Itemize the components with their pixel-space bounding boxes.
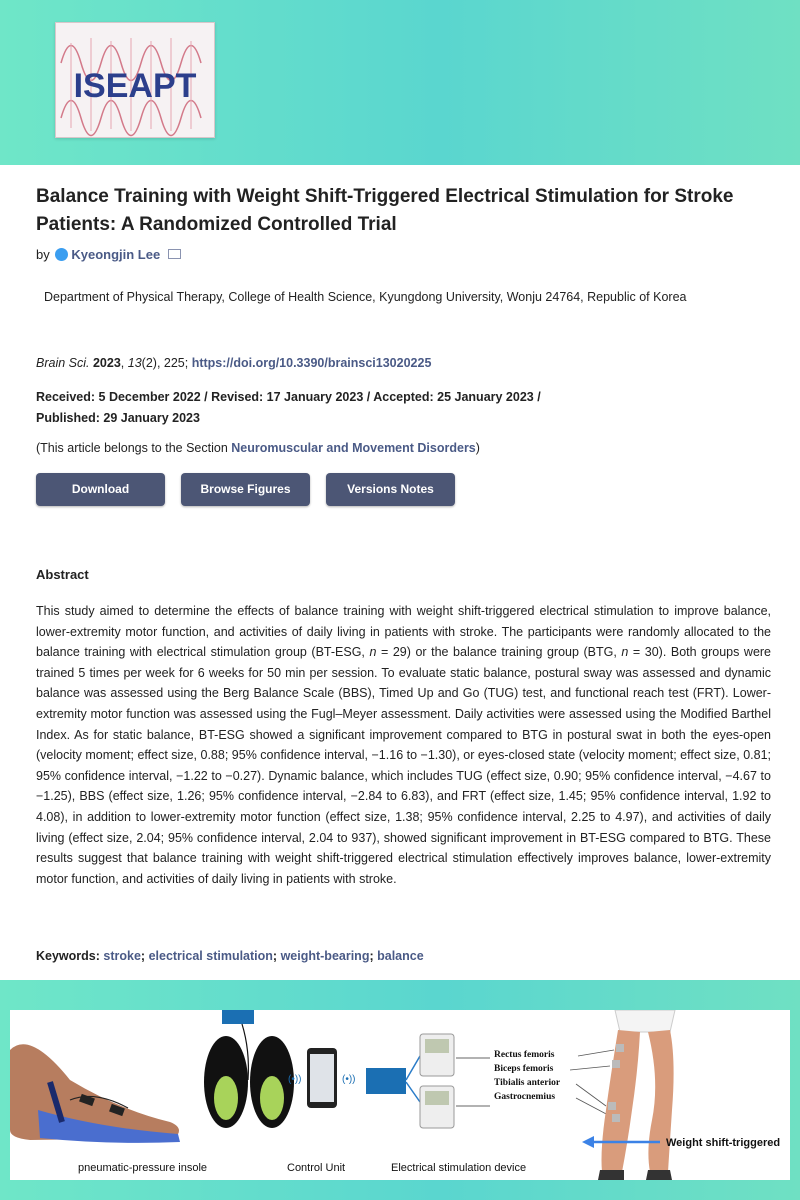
byline — [36, 247, 181, 262]
journal-name: Brain Sci. — [36, 356, 90, 370]
citation-pages: , 225; — [156, 356, 189, 370]
citation-year: 2023 — [92, 356, 121, 370]
publication-dates — [36, 387, 656, 429]
section-suffix: ) — [475, 441, 480, 455]
keyword-link[interactable]: stroke — [103, 949, 141, 963]
doi-link[interactable]: https://doi.org/10.3390/brainsci13020225 — [191, 356, 432, 370]
abstract-heading: Abstract — [36, 567, 89, 582]
muscle-label: Rectus femoris — [494, 1050, 555, 1060]
section-prefix: (This article belongs to the Section — [36, 441, 232, 455]
keyword-link[interactable]: electrical stimulation — [148, 949, 273, 963]
iseapt-logo[interactable] — [55, 22, 215, 138]
citation-issue: (2) — [141, 356, 157, 370]
abstract-text — [36, 601, 771, 889]
affiliation: Department of Physical Therapy, College of Health Science, Kyungdong University, Wonju 24764, Republic of Korea — [44, 290, 687, 304]
weight-shift-label: Weight shift-triggered — [666, 1137, 781, 1149]
citation-volume: 13 — [127, 356, 142, 370]
mail-icon[interactable] — [168, 249, 181, 259]
keyword-link[interactable]: balance — [377, 949, 424, 963]
study-setup-figure — [10, 1010, 790, 1180]
article-title: Balance Training with Weight Shift-Triggered Electrical Stimulation for Stroke Patients: A Randomized Controlled Trial — [36, 186, 734, 235]
abstract-part: = 29) or the balance training group (BTG, — [376, 645, 622, 660]
author-avatar-icon — [55, 248, 68, 261]
author-link[interactable]: Kyeongjin Lee — [71, 247, 161, 262]
section-link[interactable]: Neuromuscular and Movement Disorders — [231, 441, 476, 455]
abstract-part: = 30). Both groups were trained 5 times per week for 6 weeks for 50 min per session. To evaluate static balance, postural sway was assessed and dynamic balance was assessed using the Berg Balance Scale (BBS), Timed Up and Go (TUG) test, and functional reach test (FRT). Lower-extremity motor function was assessed using the Fugl–Meyer assessment. Daily activities were assessed using the Modified Barthel Index. As for static balance, BT-ESG showed a significant improvement compared to BTG in postural swat in both the eyes-open (velocity moment; effect size, 0.88; 95% confidence interval, −1.16 to −1.30), or eyes-closed state (velocity moment; effect size, 0.81; 95% confidence interval, −1.22 to −0.27). Dynamic balance, which includes TUG (effect size, 0.90; 95% confidence interval, −4.67 to −1.25), BBS (effect size, 1.26; 95% confidence interval, −2.84 to 6.83), and FRT (effect size, 1.45; 95% confidence interval, 1.92 to 4.08), in addition to lower-extremity motor function (effect size, 1.38; 95% confidence interval, 2.25 to 4.97), and activities of daily living (effect size, 2.04; 95% confidence interval, 2.04 to 937), showed significant improvement in BT-ESG compared to BTG. These results suggest that balance training with weight shift-triggered electrical stimulation effectively improves balance, lower-extremity motor function, and activities of daily living in patients with stroke. — [36, 645, 772, 886]
abstract-n-symbol: n — [369, 645, 377, 660]
keywords-label: Keywords: — [36, 949, 100, 963]
article-card — [0, 165, 800, 980]
dates-line-1: Received: 5 December 2022 / Revised: 17 January 2023 / Accepted: 25 January 2023 / — [36, 390, 541, 404]
keyword-link[interactable]: weight-bearing — [280, 949, 370, 963]
svg-text:(•)): (•)) — [342, 1074, 356, 1085]
muscle-label: Gastrocnemius — [494, 1092, 556, 1102]
dates-line-2: Published: 29 January 2023 — [36, 411, 200, 425]
muscle-label: Tibialis anterior — [494, 1078, 561, 1088]
keyword-separator: ; — [272, 949, 281, 963]
control-unit-label: Control Unit — [287, 1162, 346, 1174]
insole-label: pneumatic-pressure insole — [78, 1162, 208, 1174]
muscle-label: Biceps femoris — [494, 1064, 554, 1074]
citation: Brain Sci. 2023, 13(2), 225; https://doi.org/10.3390/brainsci13020225 — [36, 356, 432, 370]
by-label: by — [36, 247, 50, 262]
abstract-part: This study aimed to determine the effects of balance training with weight shift-triggered electrical stimulation to improve balance, lower-extremity motor function, and activities of daily living in patients with stroke. The participants were randomly allocated to the balance training with electrical stimulation group (BT-ESG, — [36, 604, 771, 660]
abstract-n-symbol: n — [621, 645, 629, 660]
header-band — [0, 0, 800, 165]
browse-figures-button[interactable]: Browse Figures — [181, 473, 310, 506]
logo-text: ISEAPT — [73, 67, 197, 105]
download-button[interactable]: Download — [36, 473, 165, 506]
versions-notes-button[interactable]: Versions Notes — [326, 473, 455, 506]
setup-illustration — [10, 1010, 790, 1180]
svg-text:(•)): (•)) — [288, 1074, 302, 1085]
keyword-separator: ; — [140, 949, 149, 963]
stim-device-label: Electrical stimulation device — [391, 1162, 527, 1174]
keyword-separator: ; — [369, 949, 378, 963]
keywords-line — [36, 949, 424, 963]
section-note — [36, 441, 480, 455]
